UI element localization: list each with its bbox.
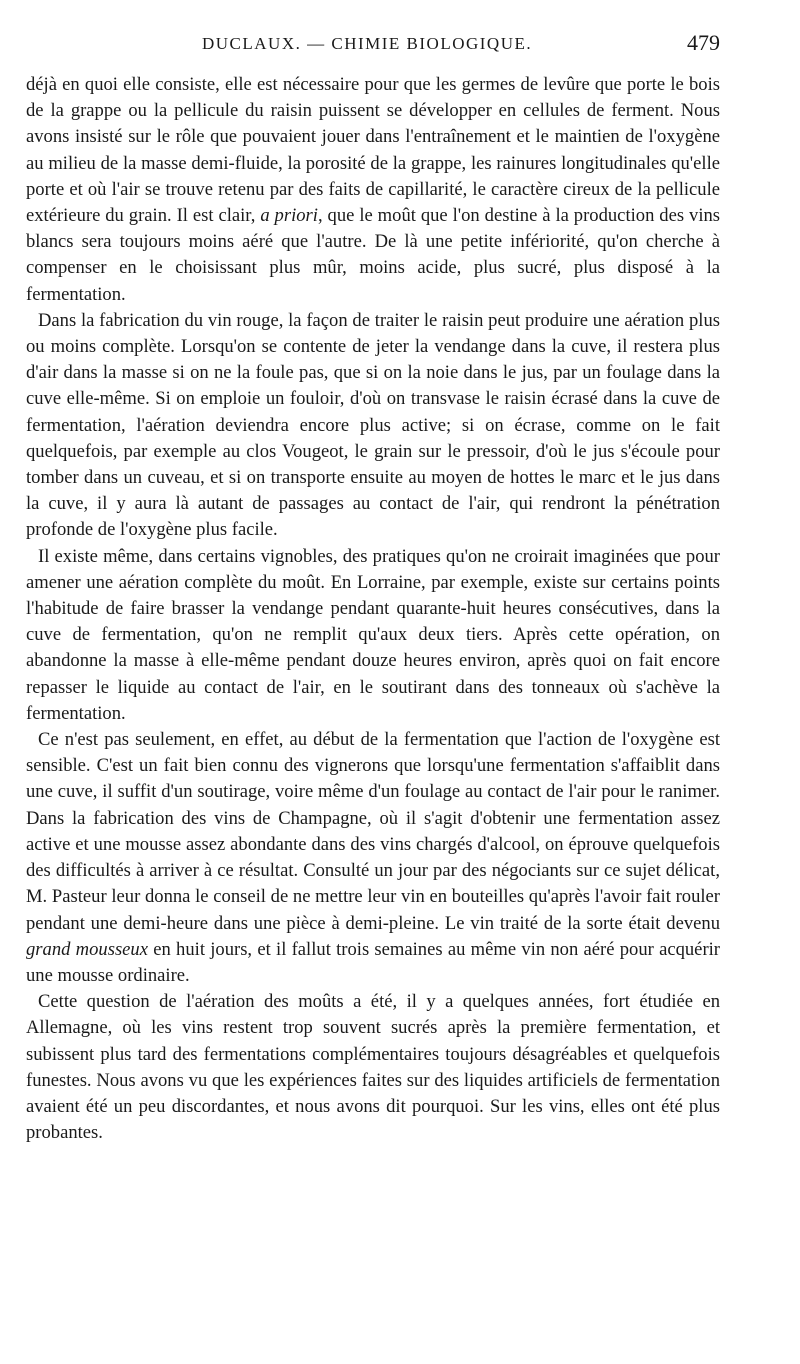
italic-text: grand mousseux <box>26 938 148 960</box>
text-run: Dans la fabrication du vin rouge, la façon de traiter le raisin peut produire une aération plus ou moins complète. Lorsqu'on se contente de jeter la vendange dans la cuve, il restera plus d'air dans la masse si on ne la foule pas, que si on la noie dans le jus, par un foulage dans la cuve elle-même. Si on emploie un fouloir, d'où on transvase le raisin écrasé dans la cuve de fermentation, l'aération deviendra encore plus active; si on écrase, comme on le fait quelquefois, par exemple au clos Vougeot, le grain sur le pressoir, d'où le jus s'écoule pour tomber dans un cuveau, et si on transporte ensuite au moyen de hottes le marc et le jus dans la cuve, il y aura là autant de passages au contact de l'air, qui rendront la pénétration profonde de l'oxygène plus facile. <box>26 309 720 541</box>
text-run: Il existe même, dans certains vignobles, des pratiques qu'on ne croirait imaginées que pour amener une aération complète du moût. En Lorraine, par exemple, existe sur certains points l'habitude de faire brasser la vendange pendant quarante-huit heures consécutives, dans la cuve de fermentation, qu'on ne remplit qu'aux deux tiers. Après cette opération, on abandonne la masse à elle-même pendant douze heures environ, après quoi on fait encore repasser le liquide au contact de l'air, en le soutirant dans des tonneaux où s'achève la fermentation. <box>26 545 720 724</box>
paragraph-5 <box>26 989 720 1146</box>
text-run: en huit jours, et il fallut trois semaines au même vin non aéré pour acquérir une mousse ordinaire. <box>26 938 720 986</box>
body-text <box>26 72 720 1146</box>
paragraph-4 <box>26 727 720 989</box>
page-number: 479 <box>687 30 720 55</box>
text-run: Cette question de l'aération des moûts a été, il y a quelques années, fort étudiée en Allemagne, où les vins restent trop souvent sucrés après la première fermentation, et subissent plus tard des fermentations complémentaires toujours désagréables et quelquefois funestes. Nous avons vu que les expériences faites sur des liquides artificiels de fermentation avaient été un peu discordantes, et nous avons dit pourquoi. Sur les vins, elles ont été plus probantes. <box>26 991 720 1144</box>
paragraph-1 <box>26 72 720 308</box>
book-page <box>26 0 796 1364</box>
italic-text: a priori <box>260 205 318 227</box>
paragraph-2 <box>26 308 720 544</box>
running-head: DUCLAUX. — CHIMIE BIOLOGIQUE. <box>202 34 533 53</box>
text-run: , que le moût que l'on destine à la production des vins blancs sera toujours moins aéré que l'autre. De là une petite infériorité, qu'on cherche à compenser en le choisissant plus mûr, moins acide, plus sucré, plus disposé à la fermentation. <box>26 205 721 305</box>
paragraph-3 <box>26 544 720 727</box>
text-run: Ce n'est pas seulement, en effet, au début de la fermentation que l'action de l'oxygène est sensible. C'est un fait bien connu des vignerons que lorsqu'une fermentation s'affaiblit dans une cuve, il suffit d'un soutirage, voire même d'un foulage au contact de l'air pour le ranimer. Dans la fabrication des vins de Champagne, où il s'agit d'obtenir une fermentation assez active et une mousse assez abondante dans des vins chargés d'alcool, on éprouve quelquefois des difficultés à arriver à ce résultat. Consulté un jour par des négociants sur ce sujet délicat, M. Pasteur leur donna le conseil de ne mettre leur vin en bouteilles qu'après l'avoir fait rouler pendant une demi-heure dans une pièce à demi-pleine. Le vin traité de la sorte était devenu <box>26 729 720 934</box>
text-run: déjà en quoi elle consiste, elle est nécessaire pour que les germes de levûre que porte le bois de la grappe ou la pellicule du raisin puissent se développer en cellules de ferment. Nous avons insisté sur le rôle que pouvaient jouer dans l'entraînement et le maintien de l'oxygène au milieu de la masse demi-fluide, la porosité de la grappe, les rainures longitudinales qu'elle porte et où l'air se trouve retenu par des faits de capillarité, le caractère cireux de la pellicule extérieure du grain. Il est clair, <box>26 74 720 227</box>
page-header <box>26 30 720 60</box>
